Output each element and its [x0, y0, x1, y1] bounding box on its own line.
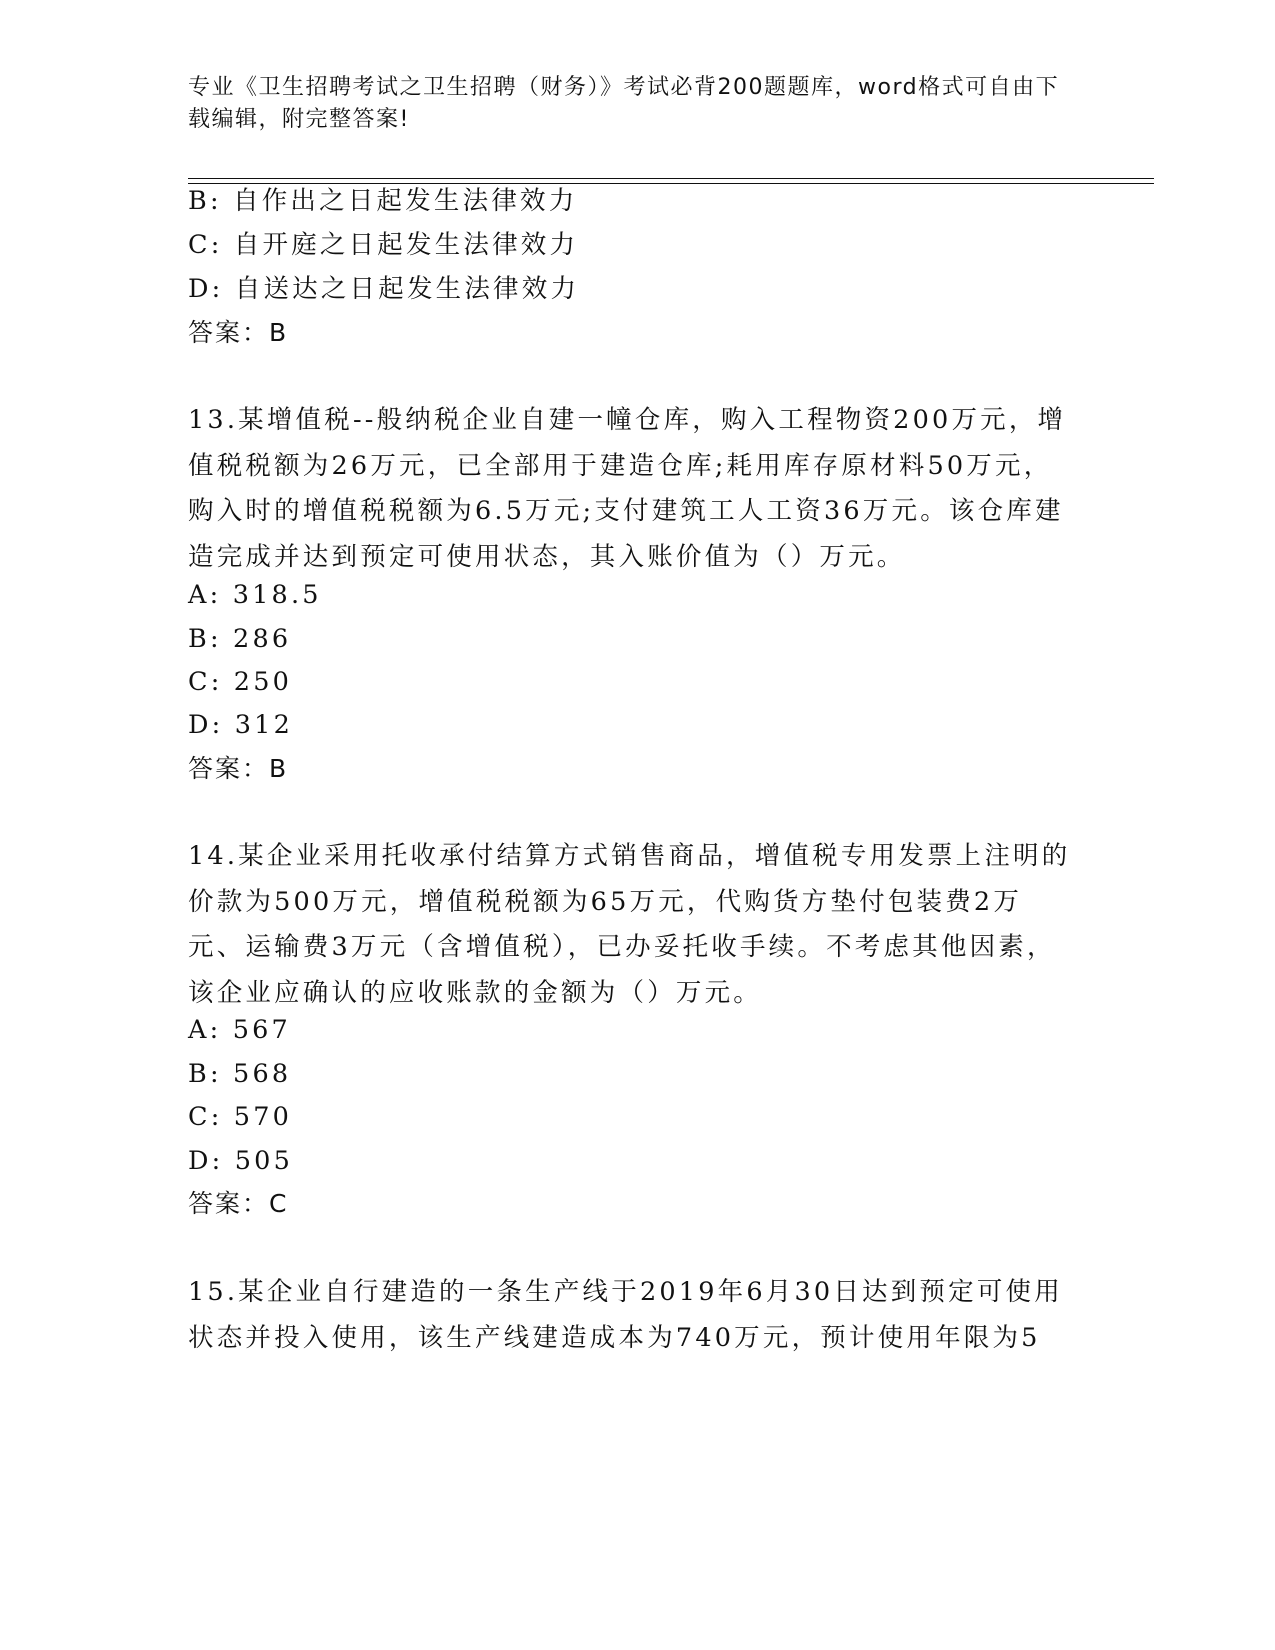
- q13-option-a: A: 318.5: [188, 580, 322, 610]
- q15-question-text: 15.某企业自行建造的一条生产线于2019年6月30日达到预定可使用状态并投入使用，该生产线建造成本为740万元，预计使用年限为5: [188, 1277, 1063, 1353]
- header-divider-bottom: [188, 183, 1154, 184]
- q12-option-d: D: 自送达之日起发生法律效力: [188, 274, 580, 304]
- q13-answer: 答案：B: [188, 754, 289, 783]
- q13-option-c: C: 250: [188, 667, 293, 697]
- q13-option-b: B: 286: [188, 624, 292, 654]
- q14-question-text: 14.某企业采用托收承付结算方式销售商品，增值税专用发票上注明的价款为500万元，增值税税额为65万元，代购货方垫付包装费2万元、运输费3万元（含增值税），已办妥托收手续。不考虑其他因素，该企业应确认的应收账款的金额为（）万元。: [188, 841, 1071, 1008]
- q12-answer: 答案：B: [188, 318, 289, 347]
- q12-option-c: C: 自开庭之日起发生法律效力: [188, 230, 579, 260]
- header-divider-top: [188, 178, 1154, 179]
- q14-option-a: A: 567: [188, 1015, 291, 1045]
- q14-option-d: D: 505: [188, 1146, 294, 1176]
- document-header: 专业《卫生招聘考试之卫生招聘（财务）》考试必背200题题库，word格式可自由下载编辑，附完整答案!: [188, 75, 1060, 132]
- q13-option-d: D: 312: [188, 710, 294, 740]
- q12-option-b: B: 自作出之日起发生法律效力: [188, 186, 578, 216]
- q14-option-c: C: 570: [188, 1102, 293, 1132]
- q14-option-b: B: 568: [188, 1059, 292, 1089]
- q13-question-text: 13.某增值税--般纳税企业自建一幢仓库，购入工程物资200万元，增值税税额为26万元，已全部用于建造仓库;耗用库存原材料50万元，购入时的增值税税额为6.5万元;支付建筑工人工资36万元。该仓库建造完成并达到预定可使用状态，其入账价值为（）万元。: [188, 405, 1067, 572]
- q14-answer: 答案：C: [188, 1189, 289, 1218]
